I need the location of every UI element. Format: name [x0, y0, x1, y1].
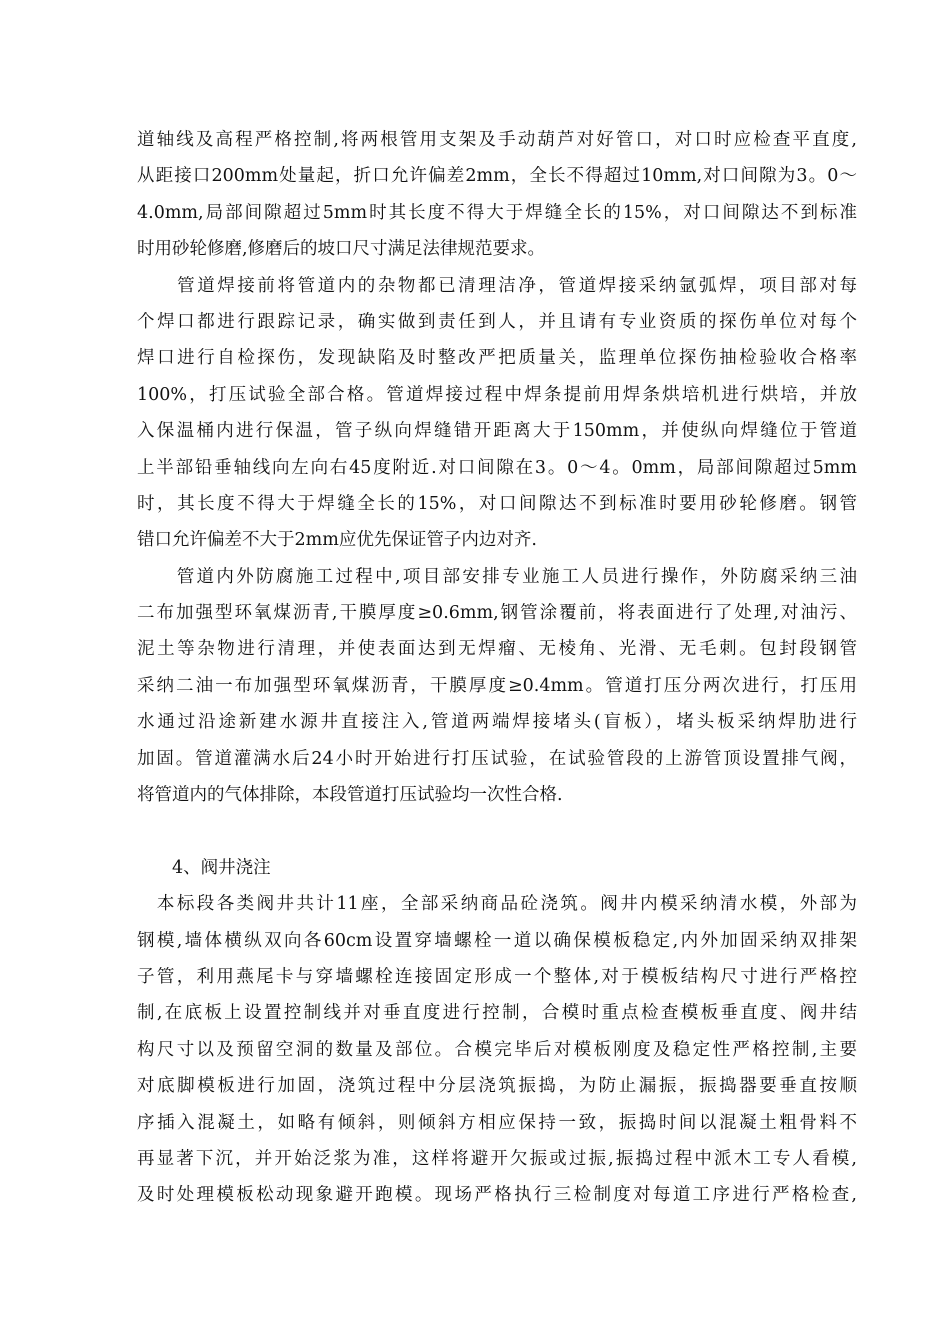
- text-line: 个焊口都进行跟踪记录，确实做到责任到人，并且请有专业资质的探伤单位对每个: [137, 311, 857, 332]
- paragraph-pipe-alignment: [137, 122, 857, 268]
- text-line: 4.0mm,局部间隙超过5mm时其长度不得大于焊缝全长的15%，对口间隙达不到标准: [137, 202, 857, 223]
- text-line: 从距接口200mm处量起，折口允许偏差2mm，全长不得超过10mm,对口间隙为3。0～: [137, 166, 857, 187]
- text-line: 加固。管道灌满水后24小时开始进行打压试验，在试验管段的上游管顶设置排气阀，: [137, 748, 857, 769]
- paragraph-gap: [137, 813, 857, 849]
- text-line: 对底脚模板进行加固，浇筑过程中分层浇筑振捣，为防止漏振，振捣器要垂直按顺: [137, 1076, 857, 1097]
- text-line: 错口允许偏差不大于2mm应优先保证管子内边对齐.: [137, 530, 537, 551]
- text-line: 焊口进行自检探伤，发现缺陷及时整改严把质量关，监理单位探伤抽检验收合格率: [137, 348, 857, 369]
- text-line: 及时处理模板松动现象避开跑模。现场严格执行三检制度对每道工序进行严格检查,: [137, 1185, 857, 1206]
- paragraph-anticorrosion: [137, 559, 857, 814]
- text-line: 再显著下沉，并开始泛浆为准，这样将避开欠振或过振,振捣过程中派木工专人看模,: [137, 1148, 857, 1169]
- text-line: 100%，打压试验全部合格。管道焊接过程中焊条提前用焊条烘培机进行烘培，并放: [137, 384, 857, 405]
- text-line: 泥土等杂物进行清理，并使表面达到无焊瘤、无棱角、光滑、无毛刺。包封段钢管: [137, 639, 857, 660]
- section-heading: 4、阀井浇注: [137, 857, 271, 878]
- document-body: [137, 122, 857, 1214]
- paragraph-pipe-welding: [137, 268, 857, 559]
- text-line: 入保温桶内进行保温，管子纵向焊缝错开距离大于150mm，并使纵向焊缝位于管道: [137, 421, 857, 442]
- text-line: 制,在底板上设置控制线并对垂直度进行控制，合模时重点检查模板垂直度、阀井结: [137, 1003, 857, 1024]
- text-line: 时，其长度不得大于焊缝全长的15%，对口间隙达不到标准时要用砂轮修磨。钢管: [137, 493, 857, 514]
- text-line: 构尺寸以及预留空洞的数量及部位。合模完毕后对模板刚度及稳定性严格控制,主要: [137, 1039, 857, 1060]
- text-line: 子管，利用燕尾卡与穿墙螺栓连接固定形成一个整体,对于模板结构尺寸进行严格控: [137, 966, 857, 987]
- text-line: 道轴线及高程严格控制,将两根管用支架及手动葫芦对好管口，对口时应检查平直度,: [137, 130, 857, 150]
- text-line: 二布加强型环氧煤沥青,干膜厚度≥0.6mm,钢管涂覆前，将表面进行了处理,对油污、: [137, 603, 857, 624]
- text-line: 管道内外防腐施工过程中,项目部安排专业施工人员进行操作，外防腐采纳三油: [137, 566, 857, 587]
- text-line: 序插入混凝土，如略有倾斜，则倾斜方相应保持一致，振捣时间以混凝土粗骨料不: [137, 1112, 857, 1133]
- text-line: 水通过沿途新建水源井直接注入,管道两端焊接堵头(盲板），堵头板采纳焊肋进行: [137, 712, 857, 733]
- text-line: 采纳二油一布加强型环氧煤沥青，干膜厚度≥0.4mm。管道打压分两次进行，打压用: [137, 675, 857, 696]
- paragraph-valve-well: [137, 886, 857, 1214]
- text-line: 上半部铅垂轴线向左向右45度附近.对口间隙在3。0～4。0mm，局部间隙超过5mm: [137, 457, 857, 478]
- text-line: 钢模,墙体横纵双向各60cm设置穿墙螺栓一道以确保模板稳定,内外加固采纳双排架: [137, 930, 857, 951]
- text-line: 时用砂轮修磨,修磨后的坡口尺寸满足法律规范要求。: [137, 239, 546, 260]
- text-line: 将管道内的气体排除，本段管道打压试验均一次性合格.: [137, 785, 563, 806]
- text-line: 管道焊接前将管道内的杂物都已清理洁净，管道焊接采纳氩弧焊，项目部对每: [137, 275, 857, 296]
- text-line: 本标段各类阀井共计11座，全部采纳商品砼浇筑。阀井内模采纳清水模，外部为: [137, 894, 857, 915]
